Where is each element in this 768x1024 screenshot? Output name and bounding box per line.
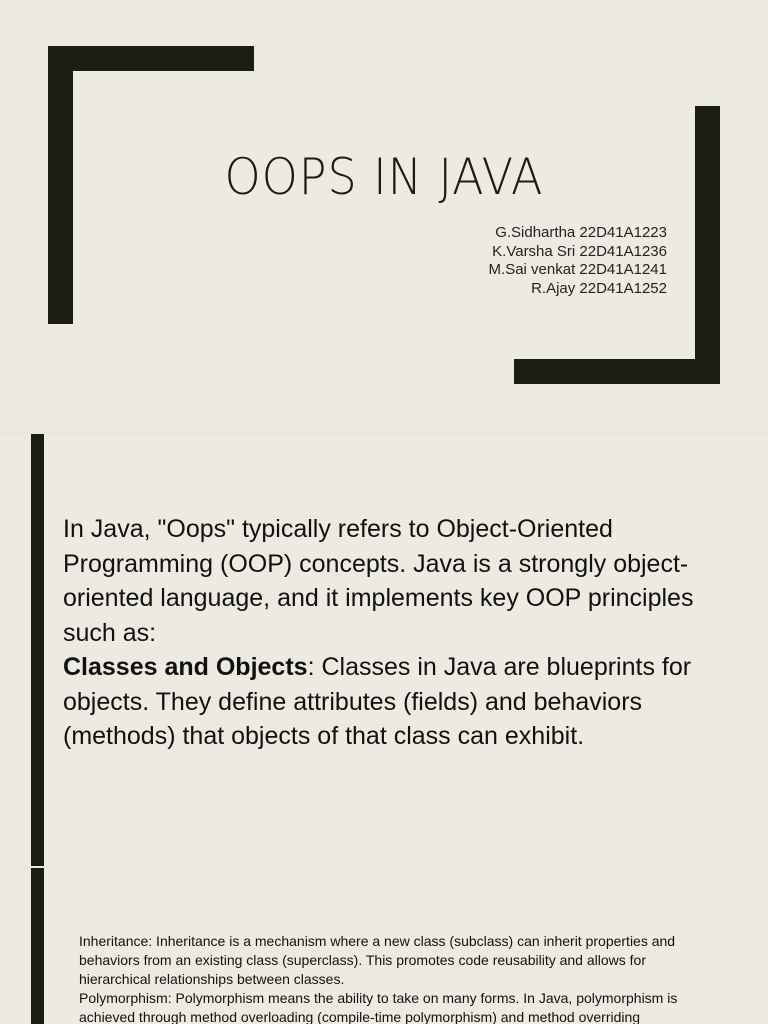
classes-term: Classes and Objects: [63, 653, 308, 681]
intro-paragraph: In Java, "Oops" typically refers to Object-Oriented Programming (OOP) concepts. Java is a strongly object-oriented language, and it implements key OOP principles such as:: [63, 515, 694, 647]
inheritance-description: : Inheritance is a mechanism where a new class (subclass) can inherit properties and behaviors from an existing class (superclass). This promotes code reusability and allows for hierarchical relationships between classes.: [79, 933, 676, 987]
left-accent-bar: [31, 434, 44, 866]
author-line: G.Sidhartha 22D41A1223: [495, 224, 667, 241]
inheritance-term: Inheritance: [79, 933, 149, 949]
concepts-slide: [0, 868, 768, 1024]
concepts-body: [79, 932, 719, 1024]
polymorphism-paragraph: [79, 989, 719, 1024]
classes-description: : Classes in Java are blueprints for objects. They define attributes (fields) and behaviors (methods) that objects of that class can exhibit.: [63, 653, 692, 750]
frame-bottom-right-horizontal: [514, 359, 720, 384]
left-accent-bar: [31, 868, 44, 1024]
polymorphism-term: Polymorphism: [79, 990, 168, 1006]
classes-paragraph: [63, 650, 733, 754]
polymorphism-description: : Polymorphism means the ability to take on many forms. In Java, polymorphism is achieved through method overloading (compile-time polymorphism) and method overriding: [79, 990, 678, 1024]
slide-title: OOPS IN JAVA: [224, 148, 544, 206]
inheritance-paragraph: [79, 932, 719, 989]
frame-top-left-horizontal: [48, 46, 254, 71]
intro-body: [63, 512, 733, 754]
author-line: R.Ajay 22D41A1252: [531, 279, 667, 297]
author-line: M.Sai venkat 22D41A1241: [488, 261, 667, 278]
intro-slide: [0, 434, 768, 866]
author-list: [489, 224, 667, 298]
title-slide: [0, 0, 768, 432]
author-line: K.Varsha Sri 22D41A1236: [492, 242, 667, 260]
